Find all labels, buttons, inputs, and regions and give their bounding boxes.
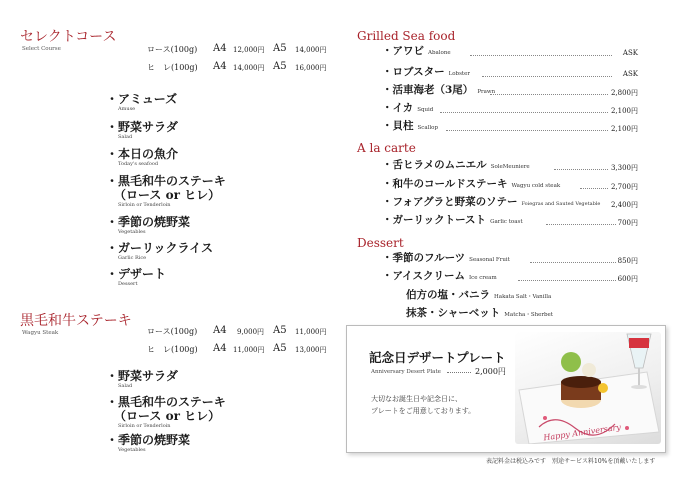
cut-label: ヒ レ(100g) <box>147 63 198 72</box>
flavor-en: Hakata Salt・Vanilla <box>494 294 552 300</box>
vanilla-ice-cream <box>582 363 596 377</box>
course-item-amuse <box>106 92 177 113</box>
leader-dots <box>447 372 471 373</box>
course-item-vegetables <box>106 215 190 236</box>
item-ja: ・季節のフルーツ <box>382 252 466 264</box>
menu-item-ice-cream <box>382 270 497 285</box>
wagyu-price-row-loin <box>147 327 337 337</box>
menu-item-scallop <box>382 120 438 135</box>
item-ja: ・黒毛和牛のステーキ <box>106 174 226 188</box>
wagyu-steak-subtitle: Wagyu Steak <box>22 330 59 336</box>
select-course-title: セレクトコース <box>20 29 117 45</box>
select-price-row-loin <box>147 45 337 55</box>
item-ja: ・活車海老（3尾） <box>382 84 474 96</box>
grade-a5: A5 <box>273 61 287 72</box>
item-en: Garlic Rice <box>118 255 147 261</box>
wagyu-item-vegetables <box>106 433 190 454</box>
price: ASK <box>622 70 638 78</box>
price: 2,100円 <box>610 125 638 133</box>
item-en: Vegetables <box>118 229 146 235</box>
leader-dots <box>482 76 612 77</box>
leader-dots <box>490 94 608 95</box>
matcha-ice-cream <box>561 352 581 372</box>
glass-stem <box>638 368 640 386</box>
glass-base <box>631 385 647 389</box>
grade-a5: A5 <box>273 325 287 336</box>
item-ja: ・アイスクリーム <box>382 270 465 282</box>
fruit <box>598 383 608 393</box>
a-la-carte-title: A la carte <box>357 141 416 155</box>
menu-item-sole <box>382 159 530 174</box>
item-ja-cut: （ロース or ヒレ） <box>114 409 221 423</box>
item-en: SoleMeuniere <box>490 164 530 170</box>
item-ja: ・黒毛和牛のステーキ <box>106 395 226 409</box>
sauce-dot <box>543 416 547 420</box>
course-item-dessert <box>106 267 166 288</box>
price: 2,800円 <box>610 89 638 97</box>
price-a5: 11,000円 <box>295 328 327 336</box>
menu-item-foiegras <box>382 196 600 211</box>
item-ja-cut: （ロース or ヒレ） <box>114 188 221 202</box>
anniversary-desc-line2: プレートをご用意しております。 <box>371 407 476 415</box>
item-ja: ・季節の焼野菜 <box>106 433 191 447</box>
item-ja: ・本日の魚介 <box>106 147 179 161</box>
price-a4: 9,000円 <box>237 328 265 336</box>
item-en: Sirloin or Tenderloin <box>118 423 171 429</box>
wagyu-price-row-fillet <box>147 345 337 355</box>
grade-a4: A4 <box>213 43 227 54</box>
price: 3,300円 <box>610 164 638 172</box>
item-ja: ・野菜サラダ <box>106 120 178 134</box>
item-en: Lobster <box>448 71 470 77</box>
item-ja: ・イカ <box>382 102 414 114</box>
price: 700円 <box>617 219 638 227</box>
item-en: Prawn <box>477 89 496 95</box>
cake-top <box>561 376 601 388</box>
item-en: Ice cream <box>468 275 497 281</box>
flavor-en: Matcha・Sherbet <box>504 312 553 318</box>
item-ja: ・季節の焼野菜 <box>106 215 191 229</box>
item-ja: ・アワビ <box>382 45 424 57</box>
leader-dots <box>470 55 612 56</box>
leader-dots <box>518 280 616 281</box>
item-en: Abalone <box>428 50 451 56</box>
item-ja: ・ロブスター <box>382 66 445 78</box>
anniversary-price: 2,000円 <box>475 367 506 376</box>
grade-a5: A5 <box>273 43 287 54</box>
course-item-salad <box>106 120 178 141</box>
grilled-seafood-title: Grilled Sea food <box>357 29 456 43</box>
sauce-dot <box>625 426 629 430</box>
red-drink <box>629 338 649 348</box>
grade-a4: A4 <box>213 325 227 336</box>
item-en: Seasonal Fruit <box>469 257 510 263</box>
leader-dots <box>446 130 608 131</box>
course-item-seafood <box>106 147 178 168</box>
price-a5: 13,000円 <box>295 346 327 354</box>
wagyu-item-steak <box>106 395 226 430</box>
dessert-plate-illustration <box>515 332 661 444</box>
price: 2,100円 <box>610 107 638 115</box>
flavor-hakata-vanilla <box>406 289 551 304</box>
price: 2,400円 <box>610 201 638 209</box>
menu-item-prawn <box>382 84 495 99</box>
flavor-matcha-sherbet <box>406 307 553 322</box>
leader-dots <box>554 169 608 170</box>
item-ja: ・ガーリックトースト <box>382 214 487 226</box>
price: ASK <box>622 49 638 57</box>
item-en: Scallop <box>417 125 438 131</box>
anniversary-desc-line1: 大切なお誕生日や記念日に、 <box>371 395 462 403</box>
item-en: Vegetables <box>118 447 146 453</box>
leader-dots <box>440 112 608 113</box>
plate-lettering: Happy Anniversary <box>542 422 622 443</box>
item-ja: ・野菜サラダ <box>106 369 178 383</box>
select-course-subtitle: Select Course <box>22 46 61 52</box>
item-ja: ・フォアグラと野菜のソテー <box>382 196 518 208</box>
wagyu-steak-title: 黒毛和牛ステーキ <box>20 313 132 329</box>
anniversary-subtitle: Anniversary Desert Plate <box>371 369 441 375</box>
leader-dots <box>530 262 616 263</box>
item-ja: ・和牛のコールドステーキ <box>382 178 508 190</box>
dessert-plate-photo <box>515 332 661 444</box>
flavor-ja: 抹茶・シャーベット <box>406 307 501 319</box>
item-ja: ・舌ヒラメのムニエル <box>382 159 487 171</box>
item-en: Amuse <box>118 106 136 112</box>
flavor-ja: 伯方の塩・バニラ <box>406 289 490 301</box>
course-item-garlic-rice <box>106 241 213 262</box>
cut-label: ヒ レ(100g) <box>147 345 198 354</box>
grade-a5: A5 <box>273 343 287 354</box>
anniversary-title: 記念日デザートプレート <box>369 350 506 365</box>
price-a5: 16,000円 <box>295 64 327 72</box>
select-price-row-fillet <box>147 63 337 73</box>
price-a5: 14,000円 <box>295 46 327 54</box>
item-ja: ・アミューズ <box>106 92 178 106</box>
dessert-title: Dessert <box>357 236 404 250</box>
leader-dots <box>580 188 608 189</box>
item-en: Salad <box>118 134 133 140</box>
price-a4: 14,000円 <box>233 64 265 72</box>
item-en: Sirloin or Tenderloin <box>118 202 171 208</box>
price-a4: 12,000円 <box>233 46 265 54</box>
item-en: Dessert <box>118 281 138 287</box>
leader-dots <box>546 224 616 225</box>
menu-item-seasonal-fruit <box>382 252 510 267</box>
item-en: Foiegras and Sauted Vegetable <box>521 201 601 207</box>
item-ja: ・貝柱 <box>382 120 414 132</box>
grade-a4: A4 <box>213 343 227 354</box>
menu-item-garlic-toast <box>382 214 523 229</box>
cut-label: ロース(100g) <box>147 327 198 336</box>
item-en: Garlic toast <box>490 219 523 225</box>
price-a4: 11,000円 <box>233 346 265 354</box>
cut-label: ロース(100g) <box>147 45 198 54</box>
item-ja: ・ガーリックライス <box>106 241 214 255</box>
menu-item-wagyu-cold-steak <box>382 178 560 193</box>
item-ja: ・デザート <box>106 267 167 281</box>
course-item-steak <box>106 174 226 209</box>
grade-a4: A4 <box>213 61 227 72</box>
anniversary-card <box>346 325 666 453</box>
price: 600円 <box>617 275 638 283</box>
price: 2,700円 <box>610 183 638 191</box>
wagyu-item-salad <box>106 369 178 390</box>
item-en: Squid <box>417 107 434 113</box>
price: 850円 <box>617 257 638 265</box>
item-en: Salad <box>118 383 133 389</box>
tax-footnote: 表記料金は税込みです 別途サービス料10%を頂戴いたします <box>486 458 656 465</box>
item-en: Today's seafood <box>118 161 159 167</box>
item-en: Wagyu cold steak <box>511 183 561 189</box>
menu-item-lobster <box>382 66 470 81</box>
menu-item-squid <box>382 102 433 117</box>
menu-item-abalone <box>382 45 451 60</box>
